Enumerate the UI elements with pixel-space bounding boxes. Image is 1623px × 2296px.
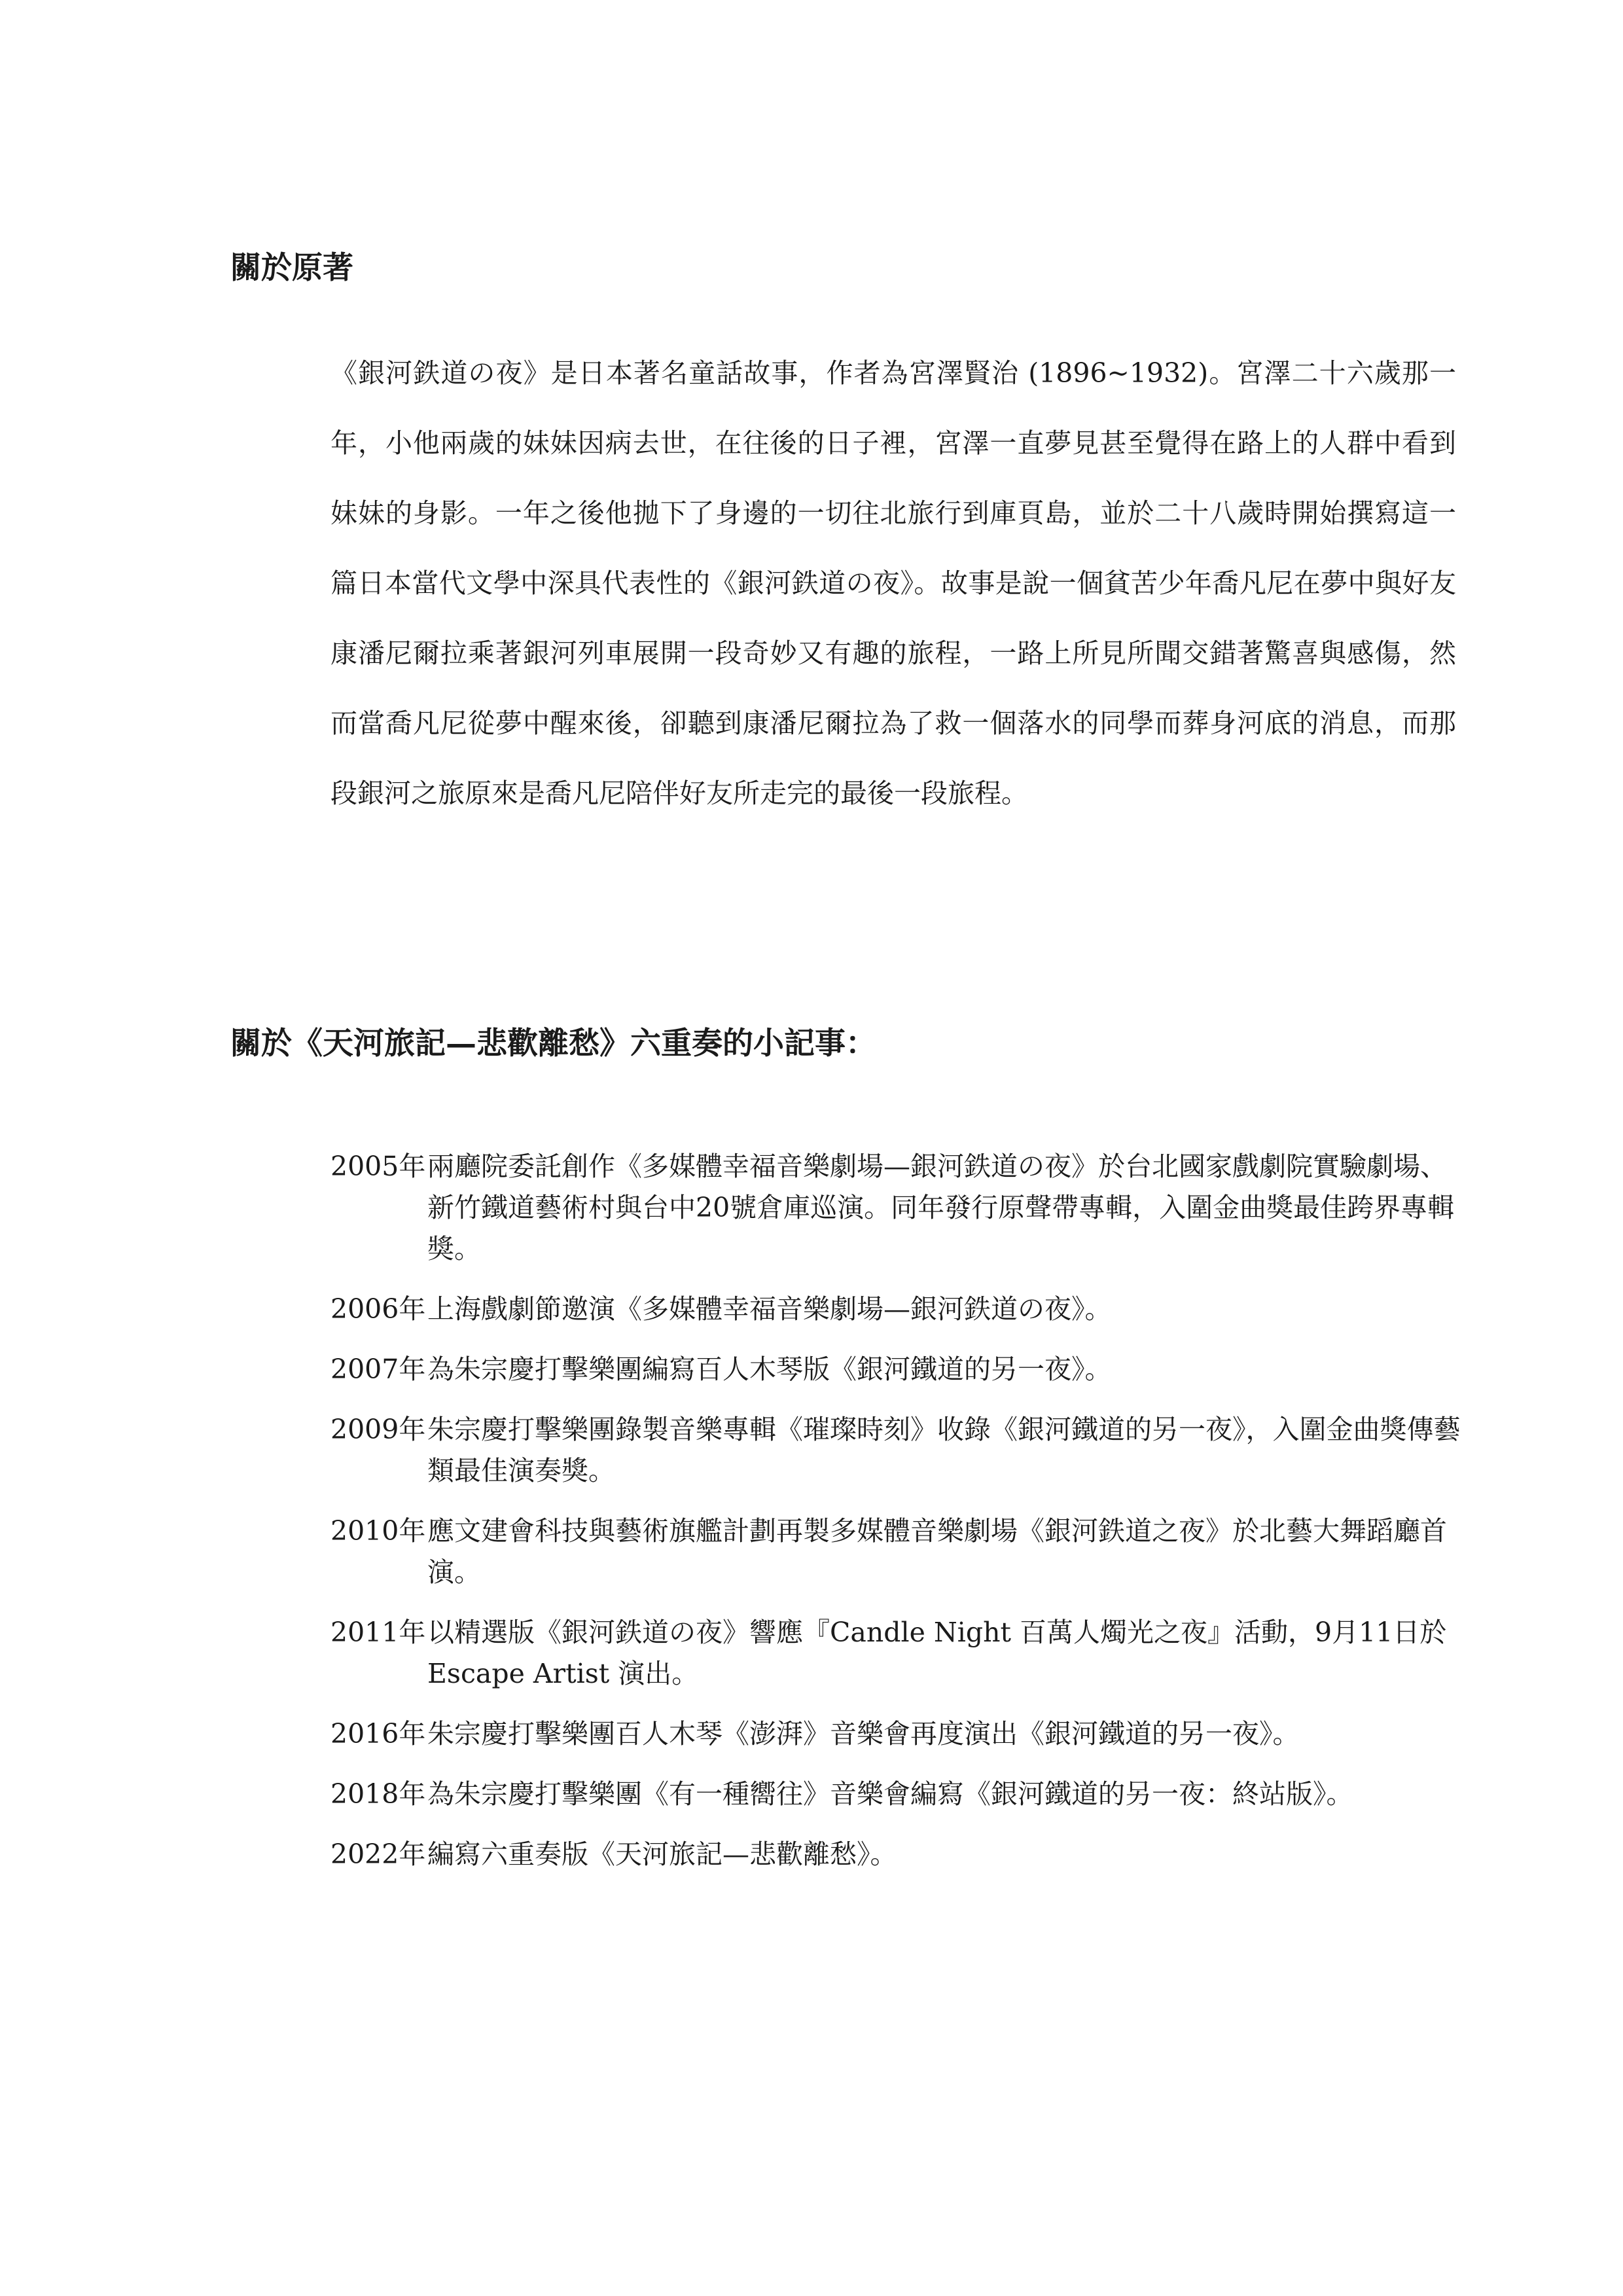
timeline-year: 2006年 xyxy=(330,1293,426,1325)
timeline-year: 2018年 xyxy=(330,1778,426,1810)
timeline-year: 2022年 xyxy=(330,1839,426,1870)
timeline-item xyxy=(330,1834,1463,1875)
timeline-year: 2007年 xyxy=(330,1354,426,1385)
timeline-year: 2009年 xyxy=(330,1414,426,1445)
timeline-text: 編寫六重奏版《天河旅記—悲歡離愁》。 xyxy=(427,1839,897,1870)
timeline-text: 朱宗慶打擊樂團錄製音樂專輯《璀璨時刻》收錄《銀河鐵道的另一夜》，入圍金曲獎傳藝類最佳演奏獎。 xyxy=(427,1414,1461,1486)
timeline-item xyxy=(330,1146,1463,1270)
timeline-item xyxy=(330,1511,1463,1593)
timeline-text: 上海戲劇節邀演《多媒體幸福音樂劇場—銀河鉄道の夜》。 xyxy=(427,1293,1112,1325)
timeline-text: 為朱宗慶打擊樂團編寫百人木琴版《銀河鐵道的另一夜》。 xyxy=(427,1354,1112,1385)
timeline-year: 2005年 xyxy=(330,1151,426,1182)
section-heading-original: 關於原著 xyxy=(230,250,353,286)
timeline-item xyxy=(330,1774,1463,1815)
timeline-text: 以精選版《銀河鉄道の夜》響應『Candle Night 百萬人燭光之夜』活動，9月11日於 Escape Artist 演出。 xyxy=(427,1617,1447,1689)
timeline-list xyxy=(330,1146,1463,1894)
original-paragraph: 《銀河鉄道の夜》是日本著名童話故事，作者為宮澤賢治 (1896~1932)。宮澤二十六歲那一年，小他兩歲的妹妹因病去世，在往後的日子裡，宮澤一直夢見甚至覺得在路上的人群中看到妹妹的身影。一年之後他拋下了身邊的一切往北旅行到庫頁島，並於二十八歲時開始撰寫這一篇日本當代文學中深具代表性的《銀河鉄道の夜》。故事是說一個貧苦少年喬凡尼在夢中與好友康潘尼爾拉乘著銀河列車展開一段奇妙又有趣的旅程，一路上所見所聞交錯著驚喜與感傷，然而當喬凡尼從夢中醒來後，卻聽到康潘尼爾拉為了救一個落水的同學而葬身河底的消息，而那段銀河之旅原來是喬凡尼陪伴好友所走完的最後一段旅程。 xyxy=(330,357,1456,809)
timeline-year: 2010年 xyxy=(330,1515,426,1547)
timeline-text: 朱宗慶打擊樂團百人木琴《澎湃》音樂會再度演出《銀河鐵道的另一夜》。 xyxy=(427,1718,1300,1749)
timeline-text: 為朱宗慶打擊樂團《有一種嚮往》音樂會編寫《銀河鐵道的另一夜：終站版》。 xyxy=(427,1778,1353,1810)
timeline-year: 2016年 xyxy=(330,1718,426,1749)
timeline-item xyxy=(330,1409,1463,1492)
timeline-year: 2011年 xyxy=(330,1617,426,1648)
timeline-item xyxy=(330,1713,1463,1755)
timeline-item xyxy=(330,1289,1463,1330)
timeline-text: 應文建會科技與藝術旗艦計劃再製多媒體音樂劇場《銀河鉄道之夜》於北藝大舞蹈廳首演。 xyxy=(427,1515,1447,1588)
timeline-text: 兩廳院委託創作《多媒體幸福音樂劇場—銀河鉄道の夜》於台北國家戲劇院實驗劇場、新竹鐵道藝術村與台中20號倉庫巡演。同年發行原聲帶專輯，入圍金曲獎最佳跨界專輯獎。 xyxy=(427,1151,1455,1265)
timeline-item xyxy=(330,1349,1463,1390)
section-heading-notes: 關於《天河旅記—悲歡離愁》六重奏的小記事： xyxy=(230,1026,876,1062)
timeline-item xyxy=(330,1612,1463,1695)
